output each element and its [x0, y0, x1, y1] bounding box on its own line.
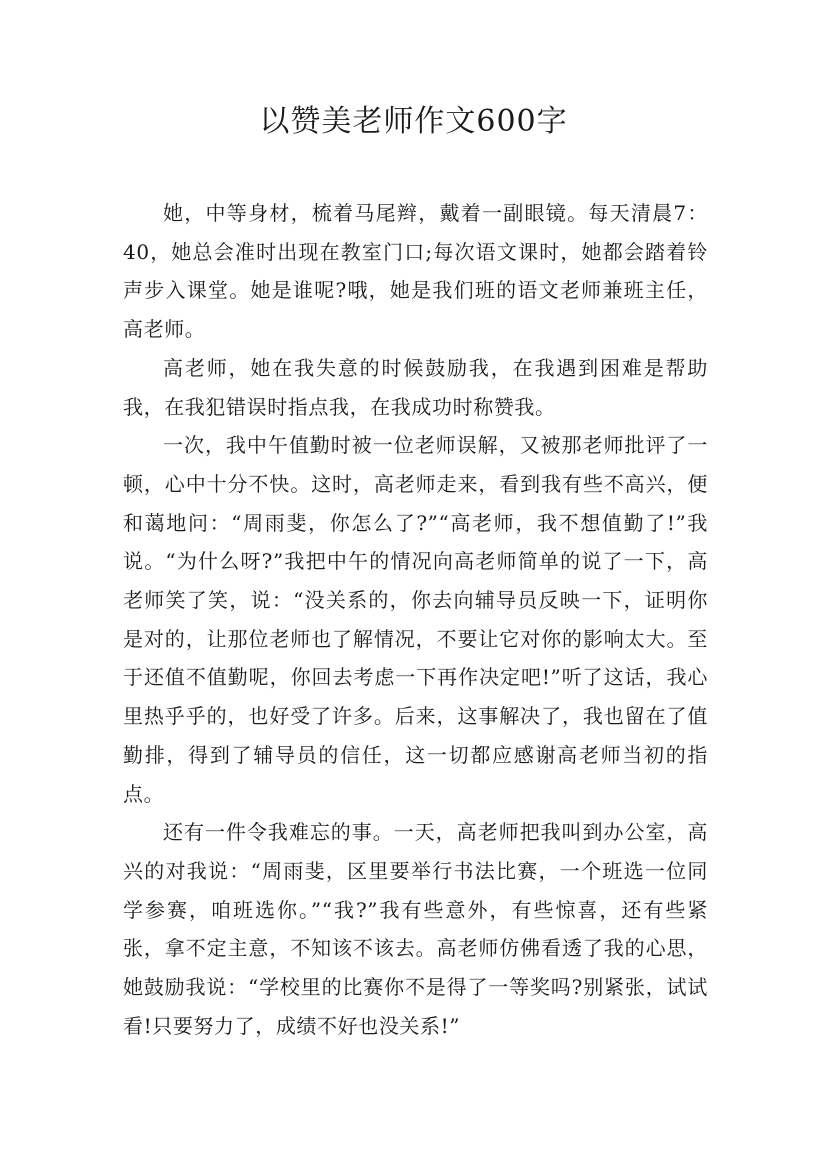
document-body [123, 194, 708, 1045]
document-title: 以赞美老师作文600字 [259, 104, 568, 139]
paragraph-1: 她，中等身材，梳着马尾辫，戴着一副眼镜。每天清晨7：40，她总会准时出现在教室门口;每次语文课时，她都会踏着铃声步入课堂。她是谁呢?哦，她是我们班的语文老师兼班主任，高老师。 [123, 201, 708, 342]
paragraph-2: 高老师，她在我失意的时候鼓励我，在我遇到困难是帮助我，在我犯错误时指点我，在我成功时称赞我。 [123, 355, 708, 419]
paragraph-4: 还有一件令我难忘的事。一天，高老师把我叫到办公室，高兴的对我说：“周雨斐，区里要举行书法比赛，一个班选一位同学参赛，咱班选你。”“我?”我有些意外，有些惊喜，还有些紧张，拿不定主意，不知该不该去。高老师仿佛看透了我的心思，她鼓励我说：“学校里的比赛你不是得了一等奖吗?别紧张，试试看!只要努力了，成绩不好也没关系!” [123, 820, 708, 1038]
paragraph-3: 一次，我中午值勤时被一位老师误解，又被那老师批评了一顿，心中十分不快。这时，高老师走来，看到我有些不高兴，便和蔼地问：“周雨斐，你怎么了?”“高老师，我不想值勤了!”我说。“为什么呀?”我把中午的情况向高老师简单的说了一下，高老师笑了笑，说：“没关系的，你去向辅导员反映一下，证明你是对的，让那位老师也了解情况，不要让它对你的影响太大。至于还值不值勤呢，你回去考虑一下再作决定吧!”听了这话，我心里热乎乎的，也好受了许多。后来，这事解决了，我也留在了值勤排，得到了辅导员的信任，这一切都应感谢高老师当初的指点。 [123, 433, 708, 806]
